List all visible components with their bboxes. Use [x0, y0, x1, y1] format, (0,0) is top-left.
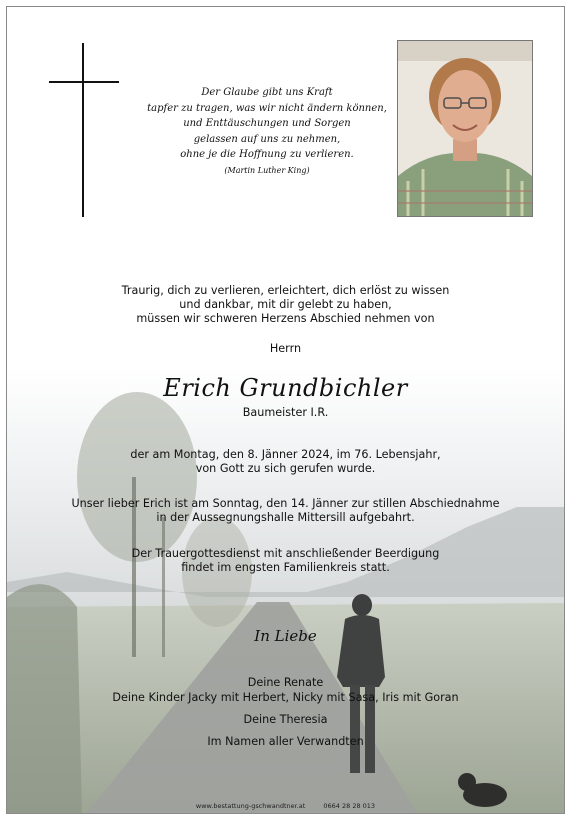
- cross-icon: [49, 43, 119, 217]
- service-line: findet im engsten Familienkreis statt.: [181, 561, 390, 574]
- mourners-list: [7, 675, 564, 749]
- farewell-line: Unser lieber Erich ist am Sonntag, den 14. Jänner zur stillen Abschiednahme: [71, 497, 500, 510]
- quote-line: tapfer zu tragen, was wir nicht ändern können,: [147, 102, 387, 114]
- love-heading: In Liebe: [254, 627, 317, 645]
- quote-line: gelassen auf uns zu nehmen,: [193, 133, 341, 145]
- service-line: Der Trauergottesdienst mit anschließender Beerdigung: [131, 547, 440, 560]
- footer-phone: 0664 28 28 013: [323, 802, 376, 810]
- intro-text: [7, 284, 564, 326]
- farewell-notice: [7, 497, 564, 525]
- quote-author: (Martin Luther King): [224, 165, 310, 175]
- mourner-children: Deine Kinder Jacky mit Herbert, Nicky mit Sasa, Iris mit Goran: [112, 691, 459, 704]
- intro-line: Traurig, dich zu verlieren, erleichtert, dich erlöst zu wissen: [121, 284, 450, 297]
- death-line: von Gott zu sich gerufen wurde.: [195, 462, 376, 475]
- deceased-name: Erich Grundbichler: [163, 374, 408, 402]
- mourner-wife: Deine Renate: [247, 676, 324, 689]
- portrait-photo: [397, 40, 533, 217]
- footer-website[interactable]: www.bestattung-gschwandtner.at: [195, 802, 306, 810]
- death-notice: [7, 448, 564, 476]
- quote-line: ohne je die Hoffnung zu verlieren.: [180, 149, 354, 160]
- obituary-card: [6, 6, 565, 814]
- intro-line: müssen wir schweren Herzens Abschied nehmen von: [136, 312, 435, 325]
- farewell-line: in der Aussegnungshalle Mittersill aufgebahrt.: [156, 511, 415, 524]
- quote-line: und Enttäuschungen und Sorgen: [183, 118, 351, 129]
- death-line: der am Montag, den 8. Jänner 2024, im 76. Lebensjahr,: [130, 448, 441, 461]
- salutation: Herrn: [269, 342, 302, 355]
- mourner-other: Deine Theresia: [243, 713, 328, 726]
- mourner-relatives: Im Namen aller Verwandten: [207, 735, 364, 748]
- deceased-title: Baumeister I.R.: [242, 406, 329, 419]
- quote-line: Der Glaube gibt uns Kraft: [201, 87, 333, 98]
- service-notice: [7, 547, 564, 575]
- quote-block: [137, 85, 397, 178]
- intro-line: und dankbar, mit dir gelebt zu haben,: [179, 298, 392, 311]
- footer: [7, 802, 564, 810]
